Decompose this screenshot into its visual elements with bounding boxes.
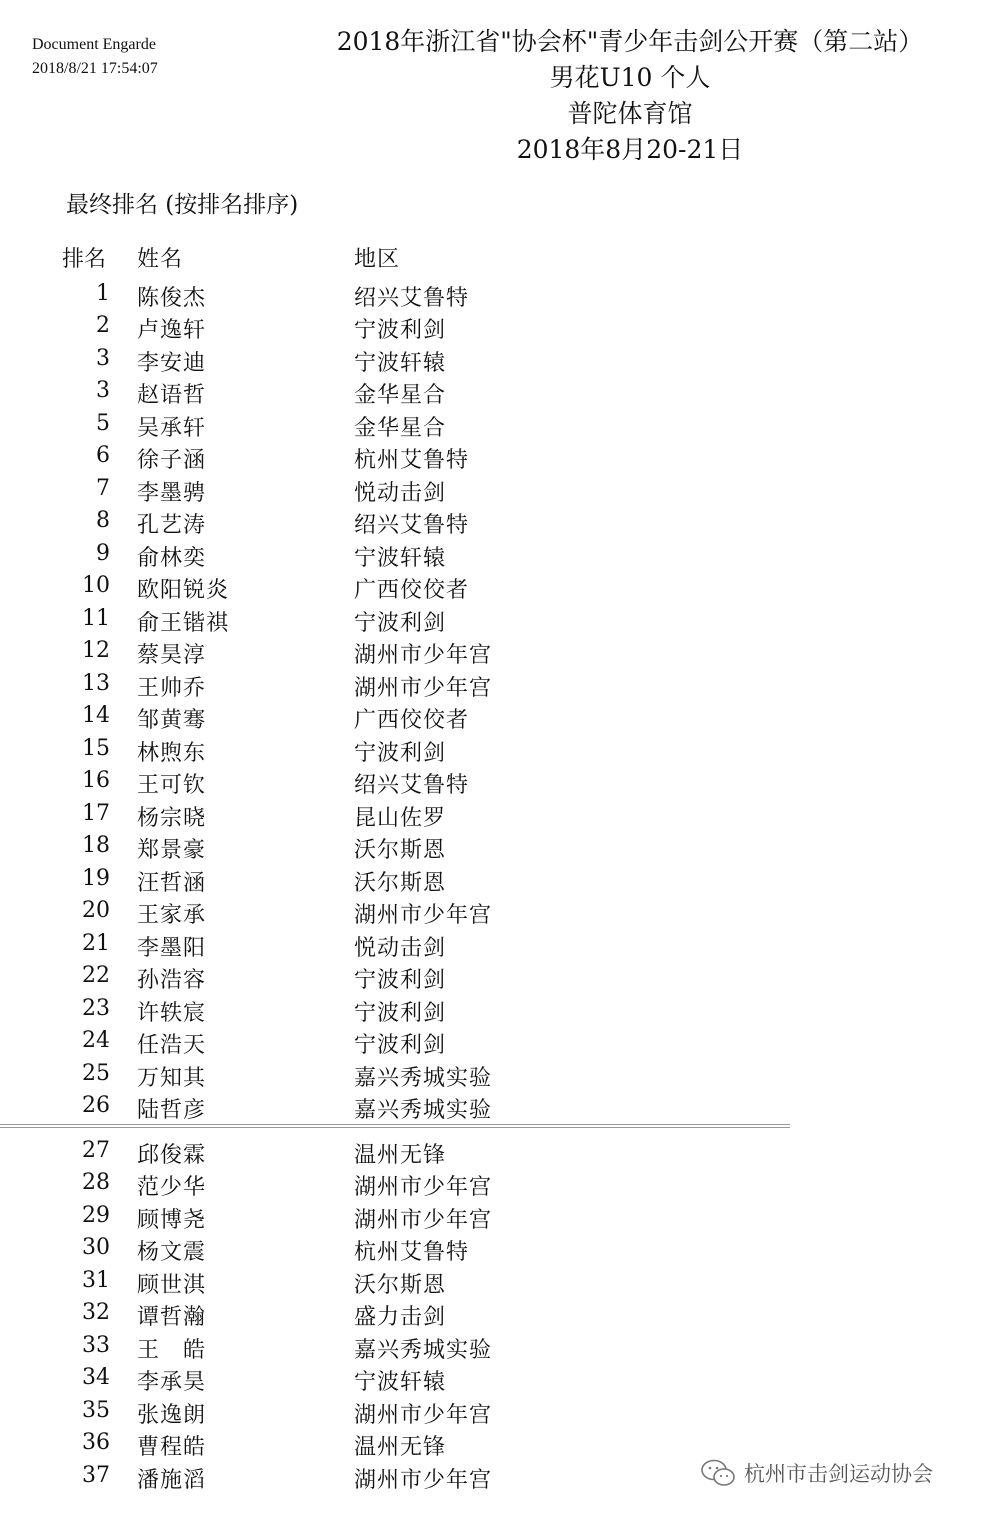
name-cell: 邱俊霖 — [137, 1142, 207, 1168]
name-cell: 张逸朗 — [137, 1402, 207, 1428]
region-cell: 广西佼佼者 — [354, 578, 470, 603]
region-cell: 宁波轩辕 — [354, 1370, 447, 1395]
document-header — [290, 24, 970, 168]
table-row — [0, 1394, 997, 1427]
ranking-table — [0, 238, 997, 1491]
rank-cell: 21 — [82, 930, 110, 956]
region-cell: 宁波轩辕 — [354, 350, 447, 376]
region-cell: 沃尔斯恩 — [354, 1272, 447, 1298]
region-cell: 湖州市少年宫 — [354, 1207, 493, 1233]
region-cell: 悦动击剑 — [354, 480, 447, 506]
rank-cell: 29 — [82, 1202, 110, 1228]
section-title: 最终排名 (按排名排序) — [66, 192, 299, 218]
region-cell: 宁波利剑 — [354, 740, 447, 766]
name-cell: 王帅乔 — [137, 675, 207, 701]
name-cell: 郑景豪 — [137, 838, 207, 863]
table-row — [0, 1329, 997, 1362]
table-row — [0, 862, 997, 895]
region-cell: 杭州艾鲁特 — [354, 448, 470, 473]
region-cell: 绍兴艾鲁特 — [354, 513, 470, 538]
rank-cell: 30 — [82, 1235, 110, 1260]
region-cell: 悦动击剑 — [354, 935, 447, 961]
name-cell: 孔艺涛 — [137, 513, 207, 538]
table-row — [0, 569, 997, 602]
region-cell: 宁波利剑 — [354, 968, 447, 993]
region-cell: 湖州市少年宫 — [354, 1175, 493, 1200]
event-date: 2018年8月20-21日 — [516, 135, 744, 164]
table-row — [0, 1426, 997, 1459]
table-row — [0, 992, 997, 1025]
column-header-name: 姓名 — [137, 247, 184, 272]
rank-cell: 14 — [82, 703, 110, 728]
region-cell: 湖州市少年宫 — [354, 643, 493, 668]
region-cell: 宁波利剑 — [354, 610, 447, 636]
region-cell: 绍兴艾鲁特 — [354, 285, 470, 311]
region-cell: 嘉兴秀城实验 — [354, 1337, 493, 1363]
table-row — [0, 1057, 997, 1090]
table-row — [0, 699, 997, 732]
rank-cell: 11 — [82, 605, 110, 631]
table-row — [0, 894, 997, 927]
rank-cell: 32 — [82, 1300, 110, 1325]
region-cell: 嘉兴秀城实验 — [354, 1098, 493, 1123]
name-cell: 谭哲瀚 — [137, 1305, 207, 1330]
table-row — [0, 1166, 997, 1199]
column-header-rank: 排名 — [62, 247, 107, 272]
table-row — [0, 732, 997, 765]
region-cell: 湖州市少年宫 — [354, 675, 493, 701]
region-cell: 温州无锋 — [354, 1142, 447, 1168]
table-row — [0, 537, 997, 570]
document-meta — [32, 33, 158, 81]
name-cell: 林煦东 — [137, 740, 207, 766]
region-cell: 杭州艾鲁特 — [354, 1240, 470, 1265]
name-cell: 顾世淇 — [137, 1272, 207, 1298]
table-row — [0, 602, 997, 635]
name-cell: 王 皓 — [137, 1337, 207, 1363]
table-row — [0, 797, 997, 830]
table-row — [0, 667, 997, 700]
region-cell: 盛力击剑 — [354, 1305, 447, 1330]
name-cell: 邹黄骞 — [137, 708, 207, 733]
name-cell: 陆哲彦 — [137, 1098, 207, 1123]
name-cell: 万知其 — [137, 1065, 207, 1091]
rank-cell: 37 — [82, 1462, 110, 1488]
rank-cell: 28 — [82, 1170, 110, 1195]
rank-cell: 18 — [82, 833, 110, 858]
rank-cell: 27 — [82, 1137, 110, 1163]
watermark-text: 杭州市击剑运动协会 — [744, 1462, 933, 1486]
table-row — [0, 472, 997, 505]
table-row — [0, 309, 997, 342]
venue-name: 普陀体育馆 — [567, 99, 693, 128]
name-cell: 孙浩容 — [137, 968, 207, 993]
region-cell: 金华星合 — [354, 383, 447, 408]
table-row — [0, 1361, 997, 1394]
table-row — [0, 959, 997, 992]
region-cell: 嘉兴秀城实验 — [354, 1065, 493, 1091]
rank-cell: 33 — [82, 1332, 110, 1358]
table-row — [0, 342, 997, 375]
region-cell: 沃尔斯恩 — [354, 870, 447, 896]
region-cell: 湖州市少年宫 — [354, 1402, 493, 1428]
region-cell: 宁波利剑 — [354, 1033, 447, 1058]
cut-line-divider — [0, 1124, 790, 1128]
name-cell: 汪哲涵 — [137, 870, 207, 896]
table-row — [0, 504, 997, 537]
table-row — [0, 1199, 997, 1232]
region-cell: 宁波轩辕 — [354, 545, 447, 571]
table-row — [0, 1231, 997, 1264]
table-row — [0, 927, 997, 960]
name-cell: 李墨骋 — [137, 480, 207, 506]
rank-cell: 36 — [82, 1430, 110, 1455]
region-cell: 温州无锋 — [354, 1435, 447, 1460]
table-row — [0, 277, 997, 310]
table-row — [0, 634, 997, 667]
name-cell: 王可钦 — [137, 773, 207, 798]
event-name: 男花U10 个人 — [549, 63, 711, 92]
watermark — [700, 1456, 933, 1490]
name-cell: 杨宗晓 — [137, 805, 207, 831]
name-cell: 吴承轩 — [137, 415, 207, 441]
rank-cell: 7 — [96, 475, 110, 501]
name-cell: 王家承 — [137, 903, 207, 928]
table-row — [0, 439, 997, 472]
name-cell: 徐子涵 — [137, 448, 207, 473]
rank-cell: 6 — [96, 443, 110, 468]
region-cell: 宁波利剑 — [354, 1000, 447, 1026]
table-row — [0, 1024, 997, 1057]
table-row — [0, 407, 997, 440]
rank-cell: 3 — [96, 378, 110, 403]
region-cell: 昆山佐罗 — [354, 805, 447, 831]
table-row — [0, 1089, 997, 1122]
region-cell: 宁波利剑 — [354, 318, 447, 343]
name-cell: 李安迪 — [137, 350, 207, 376]
name-cell: 杨文震 — [137, 1240, 207, 1265]
rank-cell: 13 — [82, 670, 110, 696]
rank-cell: 15 — [82, 735, 110, 761]
table-row — [0, 829, 997, 862]
table-row — [0, 1134, 997, 1167]
rank-cell: 9 — [96, 540, 110, 566]
name-cell: 许轶宸 — [137, 1000, 207, 1026]
name-cell: 李墨阳 — [137, 935, 207, 961]
rank-cell: 26 — [82, 1093, 110, 1118]
name-cell: 陈俊杰 — [137, 285, 207, 311]
name-cell: 顾博尧 — [137, 1207, 207, 1233]
region-cell: 绍兴艾鲁特 — [354, 773, 470, 798]
name-cell: 俞王锴祺 — [137, 610, 230, 636]
competition-title: 2018年浙江省"协会杯"青少年击剑公开赛（第二站） — [336, 27, 924, 56]
rank-cell: 22 — [82, 963, 110, 988]
region-cell: 湖州市少年宫 — [354, 903, 493, 928]
region-cell: 沃尔斯恩 — [354, 838, 447, 863]
rank-cell: 25 — [82, 1060, 110, 1086]
rank-cell: 1 — [96, 280, 110, 306]
name-cell: 曹程皓 — [137, 1435, 207, 1460]
rank-cell: 35 — [82, 1397, 110, 1423]
rank-cell: 24 — [82, 1028, 110, 1053]
table-row — [0, 764, 997, 797]
rank-cell: 2 — [96, 313, 110, 338]
rank-cell: 3 — [96, 345, 110, 371]
table-row — [0, 1296, 997, 1329]
column-header-region: 地区 — [354, 247, 401, 272]
rank-cell: 16 — [82, 768, 110, 793]
rank-cell: 19 — [82, 865, 110, 891]
software-name: Document Engarde — [32, 36, 156, 53]
rank-cell: 5 — [96, 410, 110, 436]
rank-cell: 23 — [82, 995, 110, 1021]
table-row — [0, 374, 997, 407]
name-cell: 赵语哲 — [137, 383, 207, 408]
name-cell: 卢逸轩 — [137, 318, 207, 343]
rank-cell: 17 — [82, 800, 110, 826]
name-cell: 范少华 — [137, 1175, 207, 1200]
name-cell: 欧阳锐炎 — [137, 578, 230, 603]
rank-cell: 8 — [96, 508, 110, 533]
region-cell: 金华星合 — [354, 415, 447, 441]
name-cell: 任浩天 — [137, 1033, 207, 1058]
name-cell: 蔡昊淳 — [137, 643, 207, 668]
wechat-icon — [700, 1458, 738, 1488]
name-cell: 潘施滔 — [137, 1467, 207, 1493]
rank-cell: 31 — [82, 1267, 110, 1293]
name-cell: 李承昊 — [137, 1370, 207, 1395]
region-cell: 湖州市少年宫 — [354, 1467, 493, 1493]
table-header — [0, 238, 997, 271]
print-timestamp: 2018/8/21 17:54:07 — [32, 60, 158, 77]
rank-cell: 34 — [82, 1365, 110, 1390]
rank-cell: 20 — [82, 898, 110, 923]
rank-cell: 12 — [82, 638, 110, 663]
table-row — [0, 1264, 997, 1297]
name-cell: 俞林奕 — [137, 545, 207, 571]
rank-cell: 10 — [82, 573, 110, 598]
region-cell: 广西佼佼者 — [354, 708, 470, 733]
